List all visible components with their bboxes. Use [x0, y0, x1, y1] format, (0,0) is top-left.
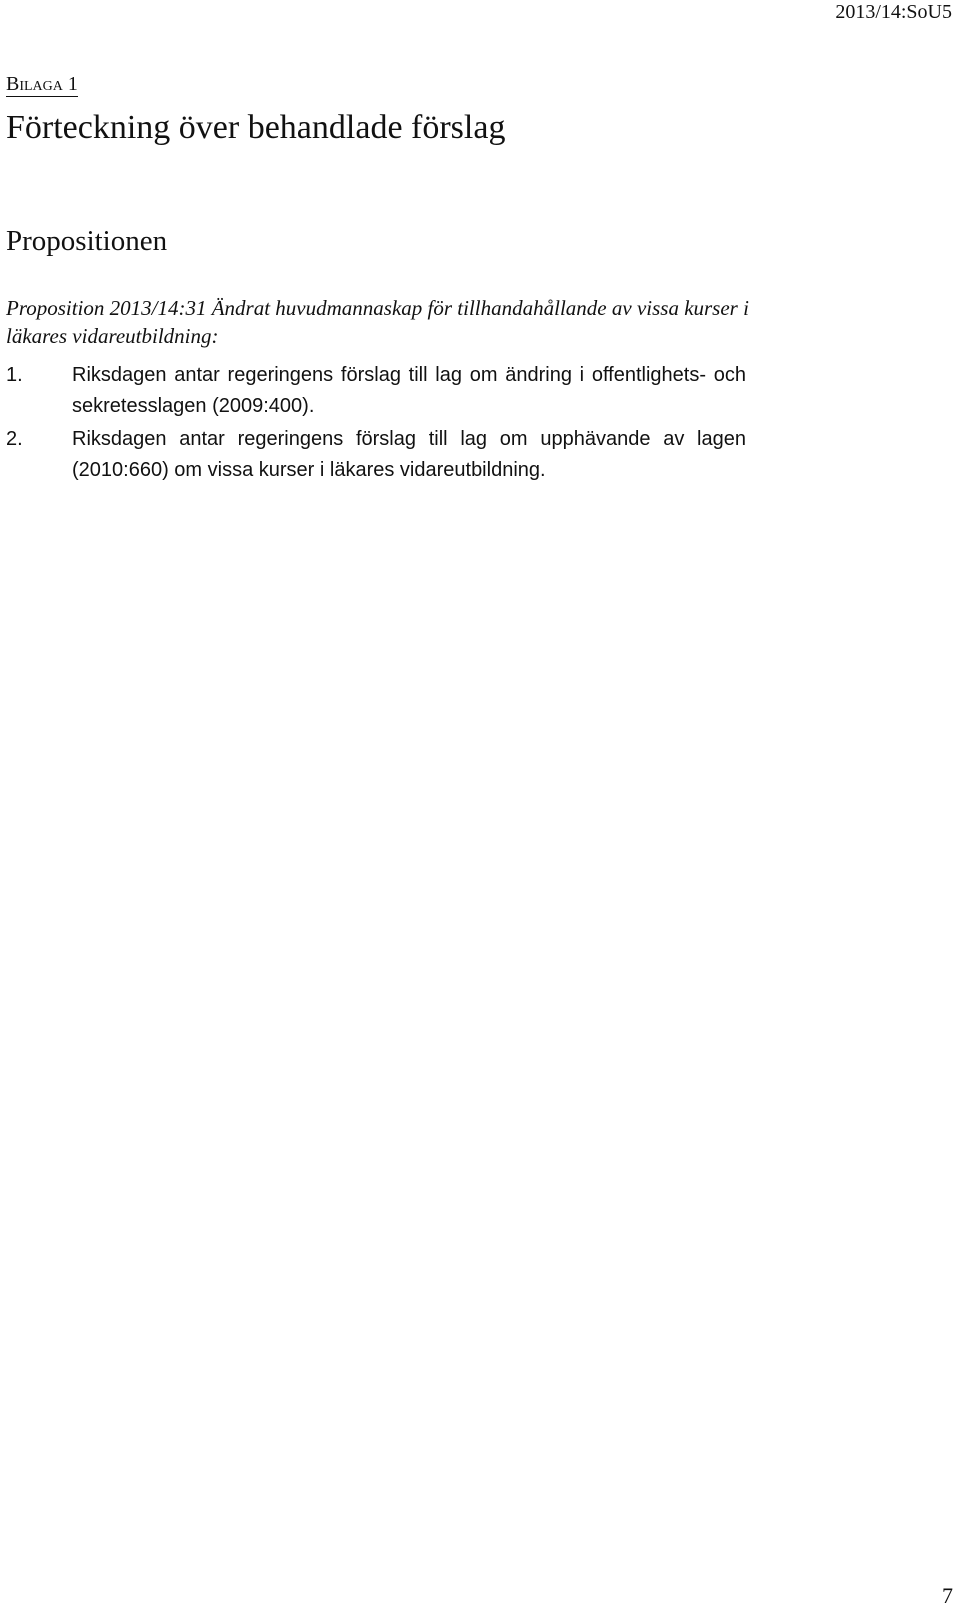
section-heading: Propositionen: [6, 225, 168, 257]
page-title: Förteckning över behandlade förslag: [6, 109, 506, 146]
proposal-title: Proposition 2013/14:31 Ändrat huvudmannaskap för tillhandahållande av vissa kurser i läkares vidareutbildning:: [6, 296, 749, 348]
proposal-item-number: 2.: [6, 428, 23, 450]
page-number: 7: [942, 1583, 953, 1608]
appendix-label-number: 1: [67, 73, 78, 95]
appendix-label: [6, 72, 78, 97]
document-reference: 2013/14:SoU5: [835, 1, 952, 23]
proposal-item-text: Riksdagen antar regeringens förslag till lag om ändring i offentlighets- och sekretesslagen (2009:400).: [72, 364, 746, 417]
proposal-list: [6, 360, 746, 488]
proposal-item-number: 1.: [6, 364, 23, 386]
proposal-item: [6, 424, 746, 486]
proposal-item-text: Riksdagen antar regeringens förslag till lag om upphävande av lagen (2010:660) om vissa kurser i läkares vidareutbildning.: [72, 428, 746, 481]
proposal-item: [6, 360, 746, 422]
appendix-label-word: Bilaga: [6, 73, 63, 95]
